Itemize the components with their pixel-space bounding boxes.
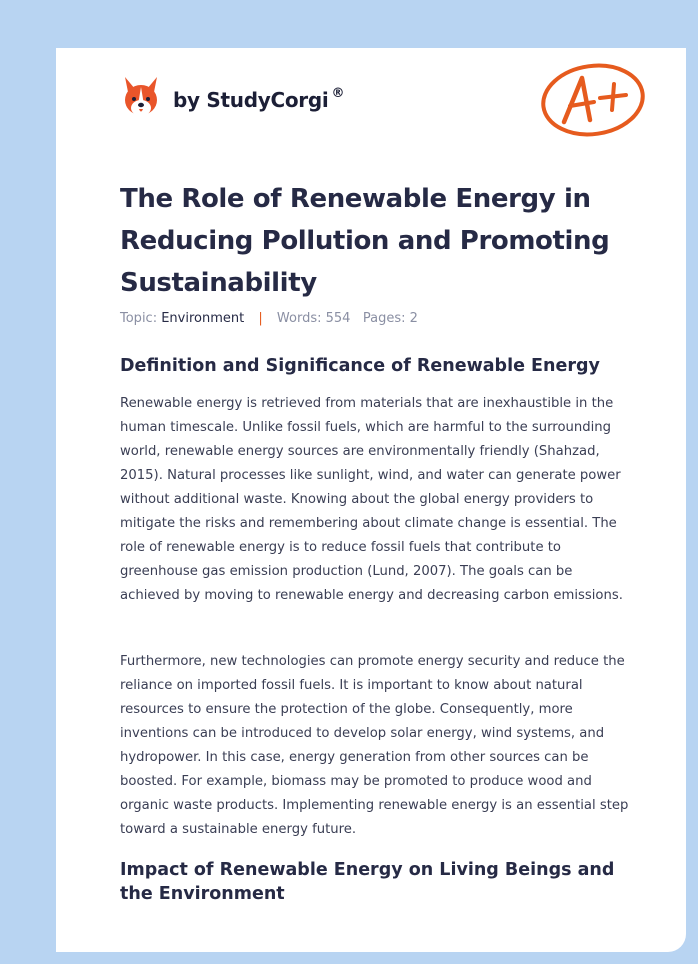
words-label: Words: [276,311,322,326]
pages-label: Pages: [362,311,406,326]
studycorgi-logo[interactable] [121,75,345,119]
document-page [56,48,686,952]
paragraph: Renewable energy is retrieved from materials that are inexhaustible in the human timescale. Unlike fossil fuels, which are harmful to the surrounding world, renewable energy sources are environmentally friendly (Shahzad, 2015). Natural processes like sunlight, wind, and water can generate power without additional waste. Knowing about the global energy providers to mitigate the risks and remembering about climate change is essential. The role of renewable energy is to reduce fossil fuels that contribute to greenhouse gas emission production (Lund, 2007). The goals can be achieved by moving to renewable energy and decreasing carbon emissions. [120,396,623,603]
topic-value[interactable]: Environment [161,311,245,326]
section-heading: Impact of Renewable Energy on Living Beings and the Environment [120,860,615,904]
a-plus-grade-icon [538,60,648,140]
document-meta [120,311,418,326]
meta-separator: | [258,311,263,326]
corgi-logo-icon [121,75,161,119]
registered-mark: ® [331,86,345,101]
words-value: 554 [325,311,351,326]
document-title: The Role of Renewable Energy in Reducing Pollution and Promoting Sustainability [120,184,610,298]
topic-label: Topic: [120,311,158,326]
paragraph: Furthermore, new technologies can promote energy security and reduce the reliance on imported fossil fuels. It is important to know about natural resources to ensure the protection of the globe. Consequently, more inventions can be introduced to develop solar energy, wind systems, and hydropower. In this case, energy generation from other sources can be boosted. For example, biomass may be promoted to produce wood and organic waste products. Implementing renewable energy is an essential step toward a sustainable energy future. [120,654,629,837]
brand-name: by StudyCorgi ® [173,86,345,112]
section-heading: Definition and Significance of Renewable Energy [120,356,600,376]
pages-value: 2 [409,311,418,326]
